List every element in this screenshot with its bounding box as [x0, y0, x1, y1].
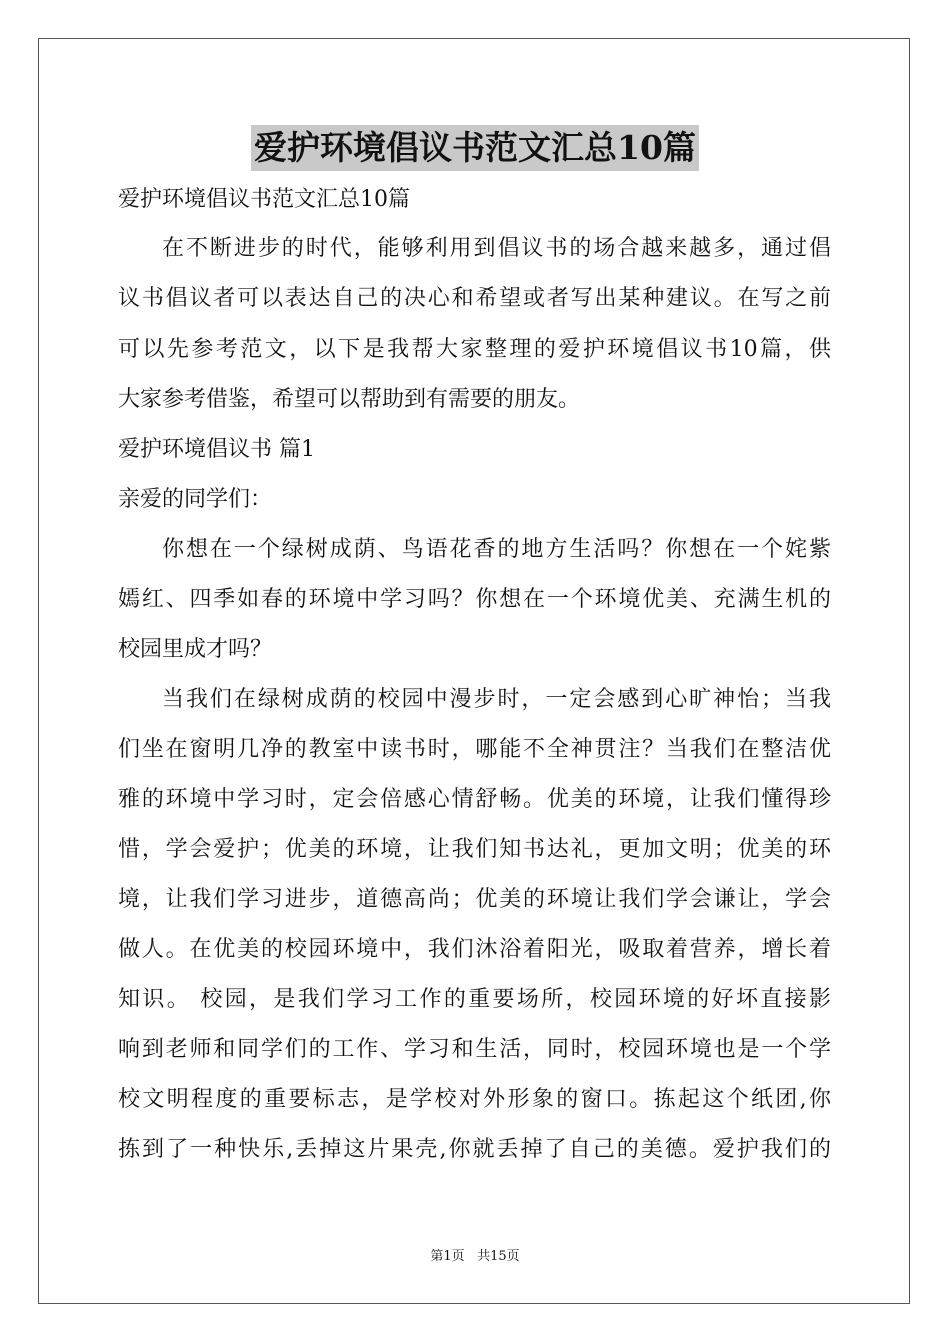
body-line: 雅的环境中学习时，定会倍感心情舒畅。优美的环境，让我们懂得珍 [118, 787, 831, 812]
body-line: 境，让我们学习进步，道德高尚；优美的环境让我们学会谦让，学会 [118, 887, 831, 912]
subtitle-line: 爱护环境倡议书范文汇总10篇 [118, 187, 410, 212]
document-title: 爱护环境倡议书范文汇总10篇 [251, 125, 699, 171]
page-number: 第1页 [430, 1249, 465, 1264]
body-line: 在不断进步的时代，能够利用到倡议书的场合越来越多，通过倡 [162, 236, 831, 261]
body-line: 知识。 校园，是我们学习工作的重要场所，校园环境的好坏直接影 [118, 987, 831, 1012]
body-line: 议书倡议者可以表达自己的决心和希望或者写出某种建议。在写之前 [118, 286, 831, 311]
body-line: 响到老师和同学们的工作、学习和生活，同时，校园环境也是一个学 [118, 1037, 831, 1062]
body-line: 可以先参考范文，以下是我帮大家整理的爱护环境倡议书10篇，供 [118, 337, 831, 362]
body-line: 们坐在窗明几净的教室中读书时，哪能不全神贯注？当我们在整洁优 [118, 737, 831, 762]
body-line: 校园里成才吗？ [118, 637, 273, 662]
page-total: 共15页 [477, 1249, 520, 1264]
body-line: 你想在一个绿树成荫、鸟语花香的地方生活吗？你想在一个姹紫 [162, 537, 831, 562]
salutation-line: 亲爱的同学们： [118, 487, 273, 512]
body-line: 惜，学会爱护；优美的环境，让我们知书达礼，更加文明；优美的环 [118, 837, 831, 862]
body-line: 大家参考借鉴，希望可以帮助到有需要的朋友。 [118, 387, 581, 412]
title-block [0, 125, 950, 171]
page-footer [0, 1248, 950, 1266]
section-heading: 爱护环境倡议书 篇1 [118, 437, 315, 462]
body-line: 嫣红、四季如春的环境中学习吗？你想在一个环境优美、充满生机的 [118, 587, 831, 612]
body-line: 当我们在绿树成荫的校园中漫步时，一定会感到心旷神怡；当我 [162, 687, 831, 712]
body-line: 做人。在优美的校园环境中，我们沐浴着阳光，吸取着营养，增长着 [118, 937, 831, 962]
body-line: 校文明程度的重要标志，是学校对外形象的窗口。拣起这个纸团,你 [118, 1087, 831, 1112]
body-line: 拣到了一种快乐,丢掉这片果壳,你就丢掉了自己的美德。爱护我们的 [118, 1137, 831, 1162]
